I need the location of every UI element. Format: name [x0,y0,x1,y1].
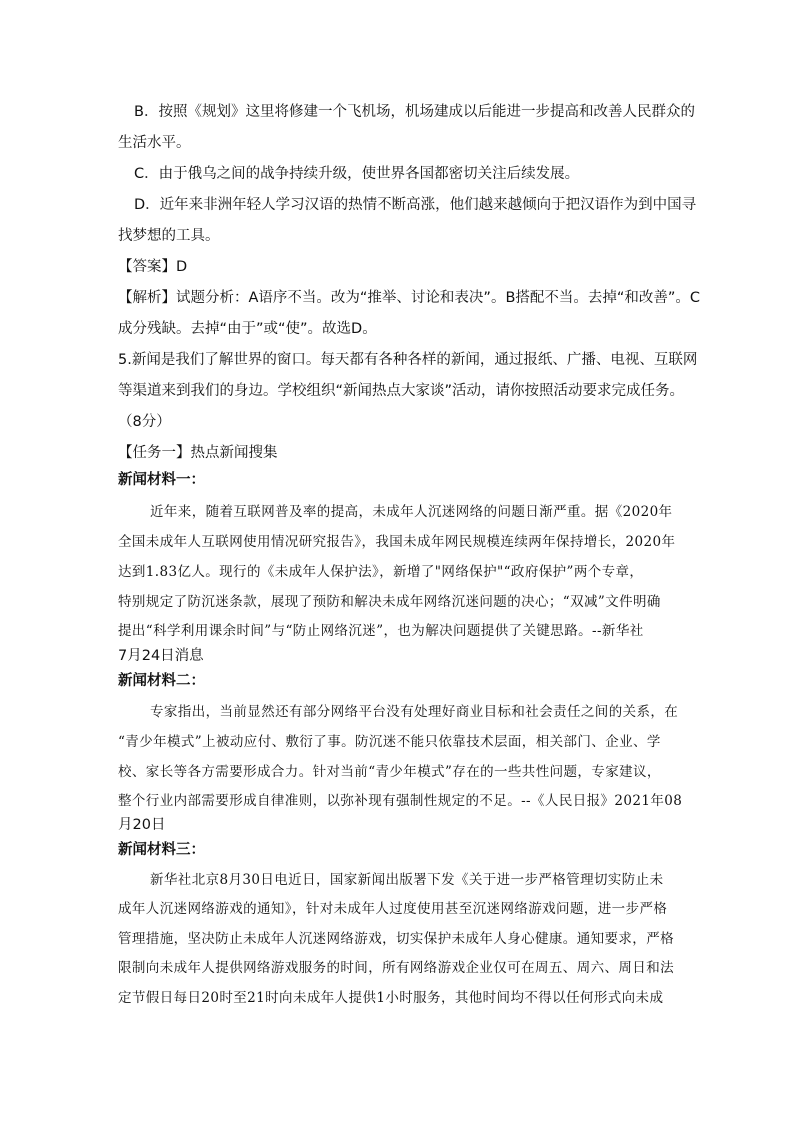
material-1-line-3: 达到1.83亿人。现行的《未成年人保护法》，新增了"网络保护"“政府保护”两个专章， [118,564,644,580]
option-b-line-2: 生活水平。 [118,135,191,151]
material-3-line-1: 新华社北京8月30日电近日，国家新闻出版署下发《关于进一步严格管理切实防止未 [150,872,664,888]
task-one-heading: 【任务一】热点新闻搜集 [118,445,278,461]
material-2-line-3: 校、家长等各方需要形成合力。针对当前“青少年模式”存在的一些共性问题，专家建议， [118,764,661,780]
material-2-line-1: 专家指出，当前显然还有部分网络平台没有处理好商业目标和社会责任之间的关系，在 [150,704,679,720]
question-5-score: （8分） [118,414,171,430]
question-5-line-1: 5.新闻是我们了解世界的窗口。每天都有各种各样的新闻，通过报纸、广播、电视、互联网 [118,352,698,368]
material-1-line-4: 特别规定了防沉迷条款，展现了预防和解决未成年网络沉迷问题的决心；“双减”文件明确 [118,594,661,610]
material-3-line-5: 定节假日每日20时至21时向未成年人提供1小时服务，其他时间均不得以任何形式向未成 [118,990,664,1006]
material-1-source: 7月24日消息 [118,648,204,664]
material-3-line-3: 管理措施，坚决防止未成年人沉迷网络游戏，切实保护未成年人身心健康。通知要求，严格 [118,931,674,947]
material-1-line-2: 全国未成年人互联网使用情况研究报告》，我国未成年网民规模连续两年保持增长，2020年 [118,534,676,550]
question-5-line-2: 等渠道来到我们的身边。学校组织“新闻热点大家谈”活动，请你按照活动要求完成任务。 [118,383,685,399]
news-material-2-heading: 新闻材料二： [118,673,205,689]
news-material-1-heading: 新闻材料一： [118,472,205,488]
answer-line: 【答案】D [118,259,188,275]
material-2-line-2: “青少年模式”上被动应付、敷衍了事。防沉迷不能只依靠技术层面，相关部门、企业、学 [118,734,661,750]
option-d-line-1: D．近年来非洲年轻人学习汉语的热情不断高涨，他们越来越倾向于把汉语作为到中国寻 [134,197,697,213]
option-b-line-1: B．按照《规划》这里将修建一个飞机场，机场建成以后能进一步提高和改善人民群众的 [134,104,695,120]
material-1-line-5: 提出“科学利用课余时间”与“防止网络沉迷”，也为解决问题提供了关键思路。--新华社 [118,623,644,639]
analysis-line-2: 成分残缺。去掉“由于”或“使”。故选D。 [118,321,377,337]
material-3-line-4: 限制向未成年人提供网络游戏服务的时间，所有网络游戏企业仅可在周五、周六、周日和法 [118,960,674,976]
option-d-line-2: 找梦想的工具。 [118,228,220,244]
material-3-line-2: 成年人沉迷网络游戏的通知》，针对未成年人过度使用甚至沉迷网络游戏问题，进一步严格 [118,901,668,917]
material-2-line-4: 整个行业内部需要形成自律准则，以弥补现有强制性规定的不足。--《人民日报》2021年08 [118,793,683,809]
material-2-source: 月20日 [118,817,166,833]
option-c-line: C．由于俄乌之间的战争持续升级，使世界各国都密切关注后续发展。 [134,166,580,182]
news-material-3-heading: 新闻材料三： [118,842,205,858]
material-1-line-1: 近年来，随着互联网普及率的提高，未成年人沉迷网络的问题日渐严重。据《2020年 [150,504,673,520]
analysis-line-1: 【解析】试题分析：A语序不当。改为“推举、讨论和表决”。B搭配不当。去掉“和改善”。C [118,290,701,306]
